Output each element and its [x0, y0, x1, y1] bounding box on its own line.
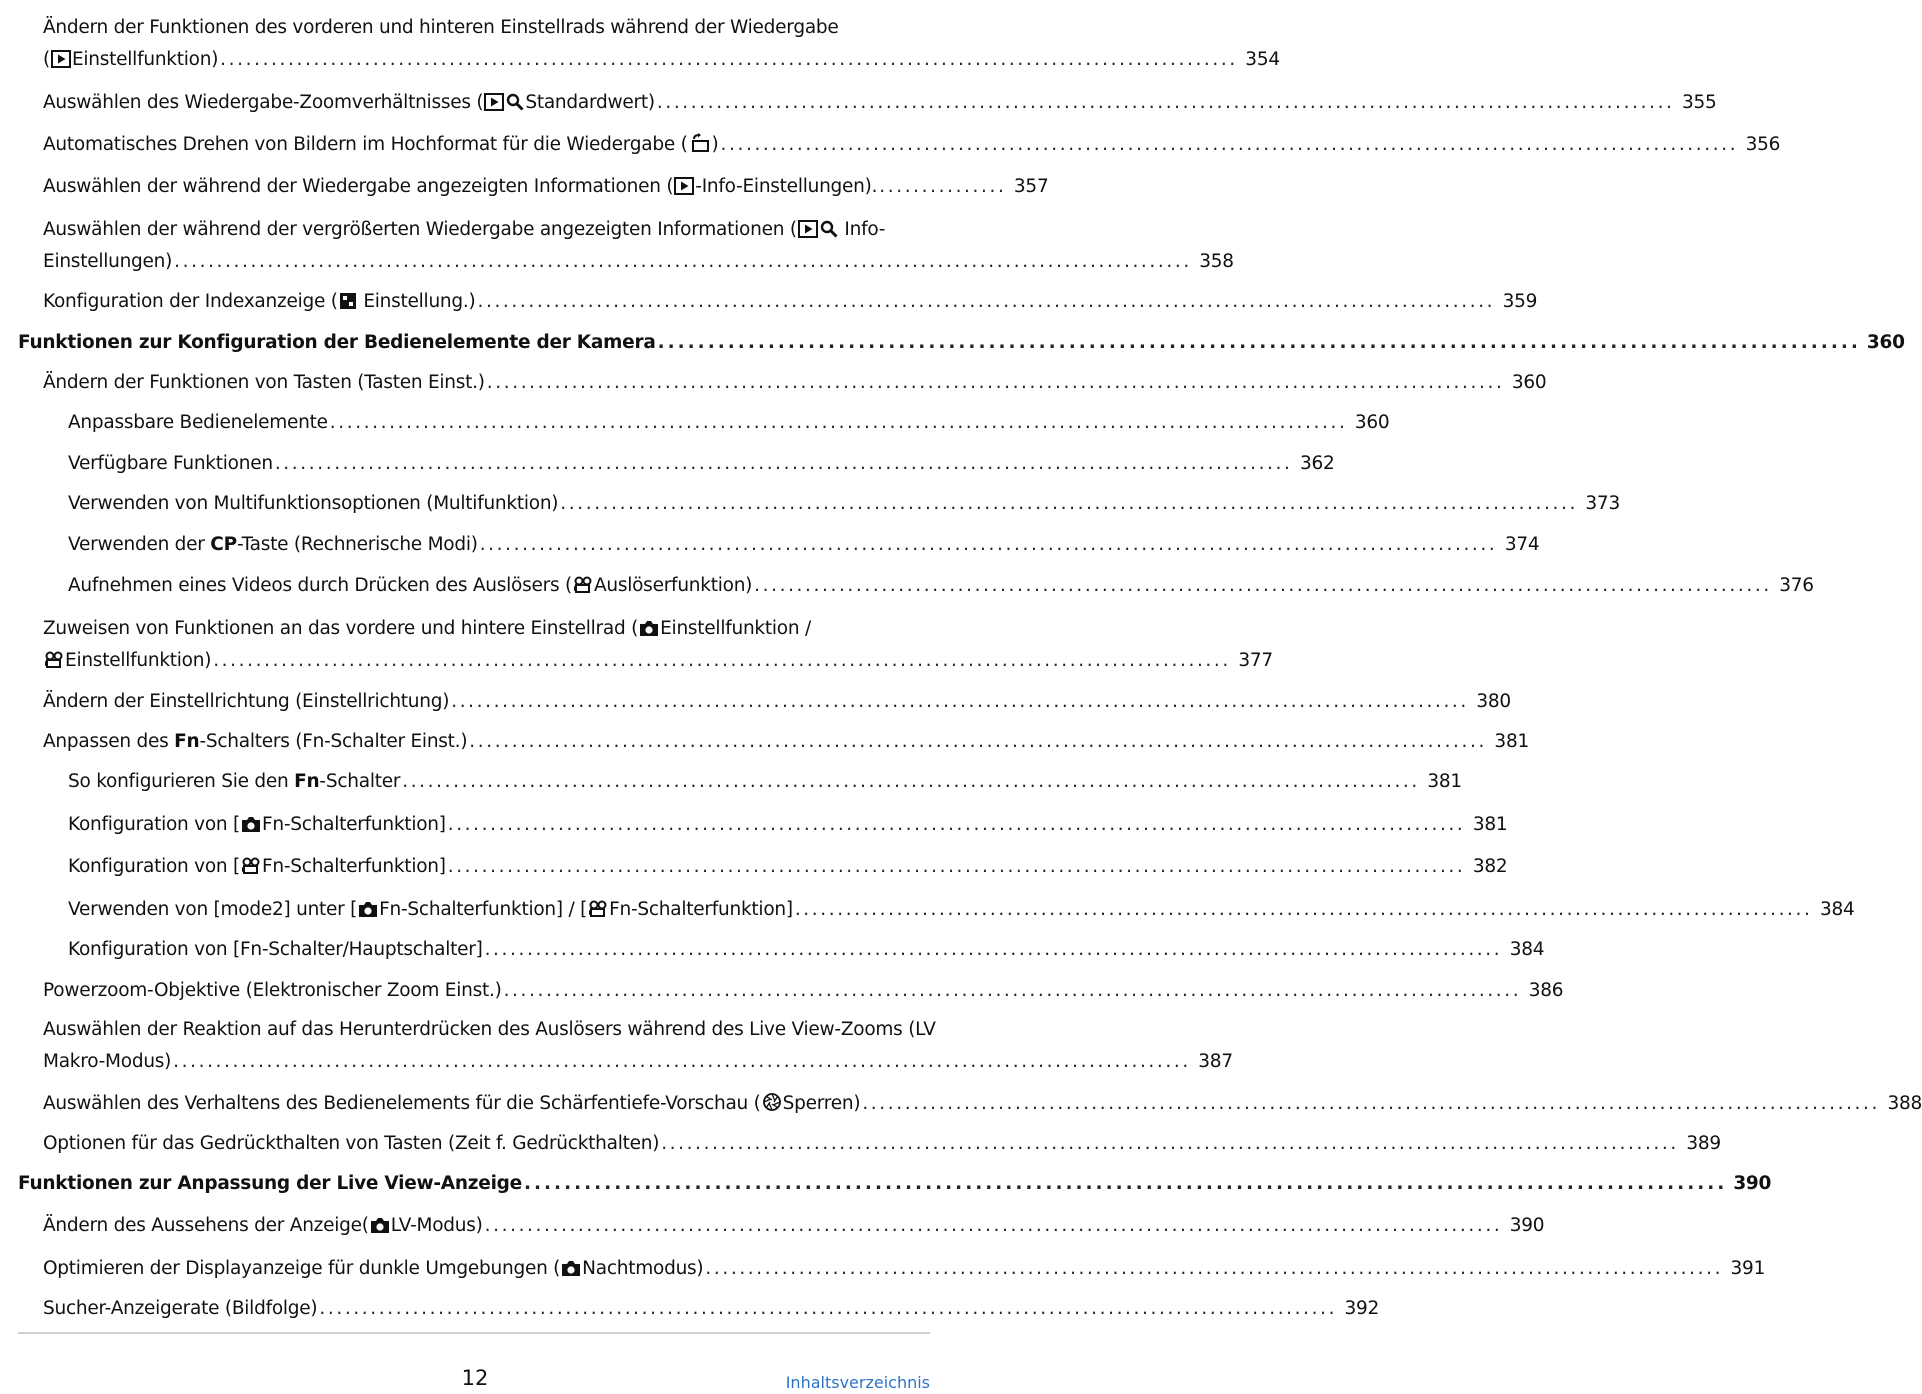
toc-entry-text: Ändern der Einstellrichtung (Einstellrichtung) [43, 691, 450, 712]
toc-entry[interactable] [68, 851, 1508, 883]
toc-entry-text: Anpassen des Fn-Schalters (Fn-Schalter Einst.) [43, 731, 468, 752]
toc-entry[interactable] [43, 1128, 1721, 1160]
dot-leader: ........................................................................................................................ [754, 575, 1772, 596]
toc-entry-text: Auswählen der während der Wiedergabe angezeigten Informationen ( -Info-Einstellungen). [43, 176, 878, 197]
toc-page-number: 381 [1472, 814, 1508, 835]
dot-leader: ........................................................................................................................ [477, 291, 1496, 312]
dot-leader: ........................................................................................................................ [319, 1298, 1338, 1319]
toc-entry-text: Einstellungen) [43, 251, 173, 272]
toc-page-number: 390 [1733, 1173, 1772, 1194]
toc-entry-text: Verwenden der CP-Taste (Rechnerische Modi) [68, 534, 478, 555]
toc-entry-text: Optimieren der Displayanzeige für dunkle Umgebungen ( Nachtmodus) [43, 1258, 704, 1279]
toc-entry-text: Makro-Modus) [43, 1051, 172, 1072]
dot-leader: ........................................................................................................................ [720, 134, 1739, 155]
dot-leader: ........................................................................................................................ [274, 453, 1293, 474]
toc-entry[interactable] [68, 766, 1462, 798]
toc-entry[interactable] [43, 1014, 1233, 1078]
dot-leader: ........................................................................................................................ [173, 1051, 1191, 1072]
video-camera-icon [44, 651, 64, 669]
toc-entry-text: Einstellfunktion) [43, 645, 211, 677]
toc-page-number: 392 [1344, 1298, 1380, 1319]
dot-leader: ........................................................................................................................ [447, 856, 1466, 877]
camera-icon [639, 619, 659, 637]
toc-entry-text: Anpassbare Bedienelemente [68, 412, 328, 433]
dot-leader: ........................................................................................................................ [451, 691, 1469, 712]
dot-leader: ........................................................................................................................ [484, 1215, 1503, 1236]
camera-icon [241, 815, 261, 833]
toc-entry[interactable] [43, 726, 1529, 758]
toc-page-number: 384 [1509, 939, 1545, 960]
toc-entry[interactable] [68, 529, 1540, 561]
dot-leader: ........................................................................................................................ [479, 534, 1498, 555]
toc-page-number: 381 [1427, 771, 1462, 792]
toc-page-number: 389 [1686, 1133, 1721, 1154]
toc-entry-text: Konfiguration von [ Fn-Schalterfunktion] [68, 856, 446, 877]
toc-entry-text: Zuweisen von Funktionen an das vordere und hintere Einstellrad ( Einstellfunktion / [43, 618, 811, 639]
toc-entry[interactable] [68, 809, 1508, 841]
toc-entry[interactable] [43, 129, 1781, 161]
toc-entry-text: So konfigurieren Sie den Fn-Schalter [68, 771, 401, 792]
toc-entry[interactable] [68, 488, 1620, 520]
dot-leader: ........................................................................................................................ [862, 1093, 1881, 1114]
toc-page-number: 376 [1779, 575, 1814, 596]
dot-leader: ........................................................................................................................ [794, 899, 1813, 920]
playback-icon [674, 177, 694, 195]
toc-entry-text: ( Einstellfunktion) [43, 49, 219, 70]
toc-page-number: 356 [1745, 134, 1781, 155]
magnifier-icon [820, 220, 838, 238]
dot-leader: ........................................................................................................................ [220, 49, 1238, 70]
toc-page-number: 374 [1504, 534, 1540, 555]
camera-icon [358, 900, 378, 918]
dot-leader: ........................................................................................................................ [661, 1133, 1679, 1154]
toc-page-number: 358 [1199, 251, 1234, 272]
toc-entry-text: Aufnehmen eines Videos durch Drücken des Auslösers ( Auslöserfunktion) [68, 575, 753, 596]
playback-icon [798, 220, 818, 238]
toc-section-heading[interactable] [18, 1168, 1772, 1200]
video-camera-icon [573, 576, 593, 594]
dot-leader: ........................................................................................................................ [447, 814, 1466, 835]
toc-entry[interactable] [43, 1088, 1922, 1120]
video-camera-icon [241, 857, 261, 875]
toc-entry-text: Verwenden von [mode2] unter [ Fn-Schalterfunktion] / [ Fn-Schalterfunktion] [68, 899, 793, 920]
toc-entry[interactable] [68, 894, 1855, 926]
toc-page-number: 354 [1245, 49, 1280, 70]
toc-page-number: 359 [1502, 291, 1538, 312]
dot-leader: ........................................................................................................................ [486, 372, 1505, 393]
toc-entry-text: Ändern der Funktionen des vorderen und hinteren Einstellrads während der Wiedergabe [43, 17, 839, 38]
toc-entry[interactable] [43, 367, 1547, 399]
dot-leader: ........................................................................................................................ [560, 493, 1578, 514]
toc-page-number: 387 [1198, 1051, 1233, 1072]
page-number: 12 [461, 1366, 489, 1390]
toc-entry[interactable] [68, 570, 1814, 602]
dot-leader: ........................................................................................................................ [523, 1173, 1728, 1194]
toc-entry[interactable] [43, 286, 1538, 318]
toc-entry-text: Optionen für das Gedrückthalten von Tasten (Zeit f. Gedrückthalten) [43, 1133, 660, 1154]
toc-entry-text: Powerzoom-Objektive (Elektronischer Zoom Einst.) [43, 980, 502, 1001]
toc-entry[interactable] [43, 12, 1280, 76]
toc-page-number: 391 [1730, 1258, 1766, 1279]
toc-page-number: 390 [1509, 1215, 1545, 1236]
toc-page-number: 377 [1238, 650, 1273, 671]
video-camera-icon [588, 900, 608, 918]
toc-entry[interactable] [43, 1253, 1766, 1285]
toc-entry-text: Auswählen der während der vergrößerten Wiedergabe angezeigten Informationen ( Info- [43, 219, 886, 240]
toc-page-number: 382 [1472, 856, 1508, 877]
toc-entry-text: Ändern der Funktionen von Tasten (Tasten Einst.) [43, 372, 485, 393]
footer-divider [18, 1332, 930, 1334]
toc-entry[interactable] [43, 975, 1564, 1007]
toc-entry-text: Funktionen zur Konfiguration der Bedienelemente der Kamera [18, 332, 656, 353]
playback-icon [51, 50, 71, 68]
toc-entry[interactable] [43, 686, 1511, 718]
dot-leader: ........................................................................................................................ [174, 251, 1192, 272]
toc-entry[interactable] [43, 1293, 1380, 1325]
toc-page-number: 360 [1866, 332, 1905, 353]
dot-leader: ........................................................................................................................ [657, 332, 1861, 353]
toc-entry-text: Verfügbare Funktionen [68, 453, 273, 474]
toc-entry-text: Konfiguration der Indexanzeige ( Einstellung.) [43, 291, 476, 312]
dot-leader: ........................................................................................................................ [402, 771, 1420, 792]
dot-leader: ........................................................................................................................ [484, 939, 1503, 960]
toc-entry[interactable] [68, 448, 1335, 480]
dot-leader: ........................................................................................................................ [329, 412, 1348, 433]
dot-leader: ........................................................................................................................ [213, 650, 1231, 671]
toc-page-number: 386 [1528, 980, 1564, 1001]
index-grid-icon [339, 292, 357, 310]
playback-icon [484, 93, 504, 111]
toc-entry-text: Funktionen zur Anpassung der Live View-Anzeige [18, 1173, 522, 1194]
toc-page-number: 357 [1013, 176, 1049, 197]
toc-entry[interactable] [68, 407, 1390, 439]
toc-page-number: 373 [1585, 493, 1620, 514]
toc-page-number: 360 [1354, 412, 1390, 433]
toc-page-number: 355 [1681, 92, 1717, 113]
toc-entry-text: Ändern des Aussehens der Anzeige( LV-Modus) [43, 1215, 483, 1236]
toc-page-number: 388 [1887, 1093, 1922, 1114]
camera-icon [370, 1216, 390, 1234]
toc-entry[interactable] [68, 934, 1545, 966]
aperture-icon [762, 1092, 782, 1112]
toc-page-number: 381 [1494, 731, 1529, 752]
toc-section-heading[interactable] [18, 327, 1905, 359]
toc-entry[interactable] [43, 214, 1234, 278]
toc-entry[interactable] [43, 171, 1049, 203]
dot-leader: ........................................................................................................................ [469, 731, 1487, 752]
toc-page-number: 384 [1819, 899, 1855, 920]
toc-entry[interactable] [43, 1210, 1545, 1242]
dot-leader: ........................................................................................................................ [503, 980, 1522, 1001]
toc-entry-text: Sucher-Anzeigerate (Bildfolge) [43, 1298, 318, 1319]
toc-entry-text: Verwenden von Multifunktionsoptionen (Multifunktion) [68, 493, 559, 514]
toc-page-number: 380 [1476, 691, 1511, 712]
toc-entry-text: Konfiguration von [ Fn-Schalterfunktion] [68, 814, 446, 835]
toc-entry-text: Auswählen des Verhaltens des Bedienelements für die Schärfentiefe-Vorschau ( Sperren) [43, 1093, 861, 1114]
toc-entry-text: Auswählen der Reaktion auf das Herunterdrücken des Auslösers während des Live View-Zooms (LV [43, 1019, 936, 1040]
dot-leader: ........................................................................................................................ [656, 92, 1675, 113]
toc-entry-text: Automatisches Drehen von Bildern im Hochformat für die Wiedergabe ( ) [43, 134, 719, 155]
magnifier-icon [506, 93, 524, 111]
toc-link[interactable]: Inhaltsverzeichnis [785, 1373, 930, 1392]
toc-entry[interactable] [43, 613, 1273, 677]
dot-leader: ........................................................................................................................ [705, 1258, 1724, 1279]
toc-entry[interactable] [43, 87, 1717, 119]
dot-leader: ............... [879, 176, 1007, 197]
toc-entry-text: Konfiguration von [Fn-Schalter/Hauptschalter] [68, 939, 483, 960]
toc-entry-text: Auswählen des Wiedergabe-Zoomverhältnisses ( Standardwert) [43, 92, 655, 113]
rotate-icon [689, 133, 711, 153]
toc-page-number: 360 [1511, 372, 1547, 393]
toc-page-number: 362 [1299, 453, 1335, 474]
camera-icon [561, 1259, 581, 1277]
